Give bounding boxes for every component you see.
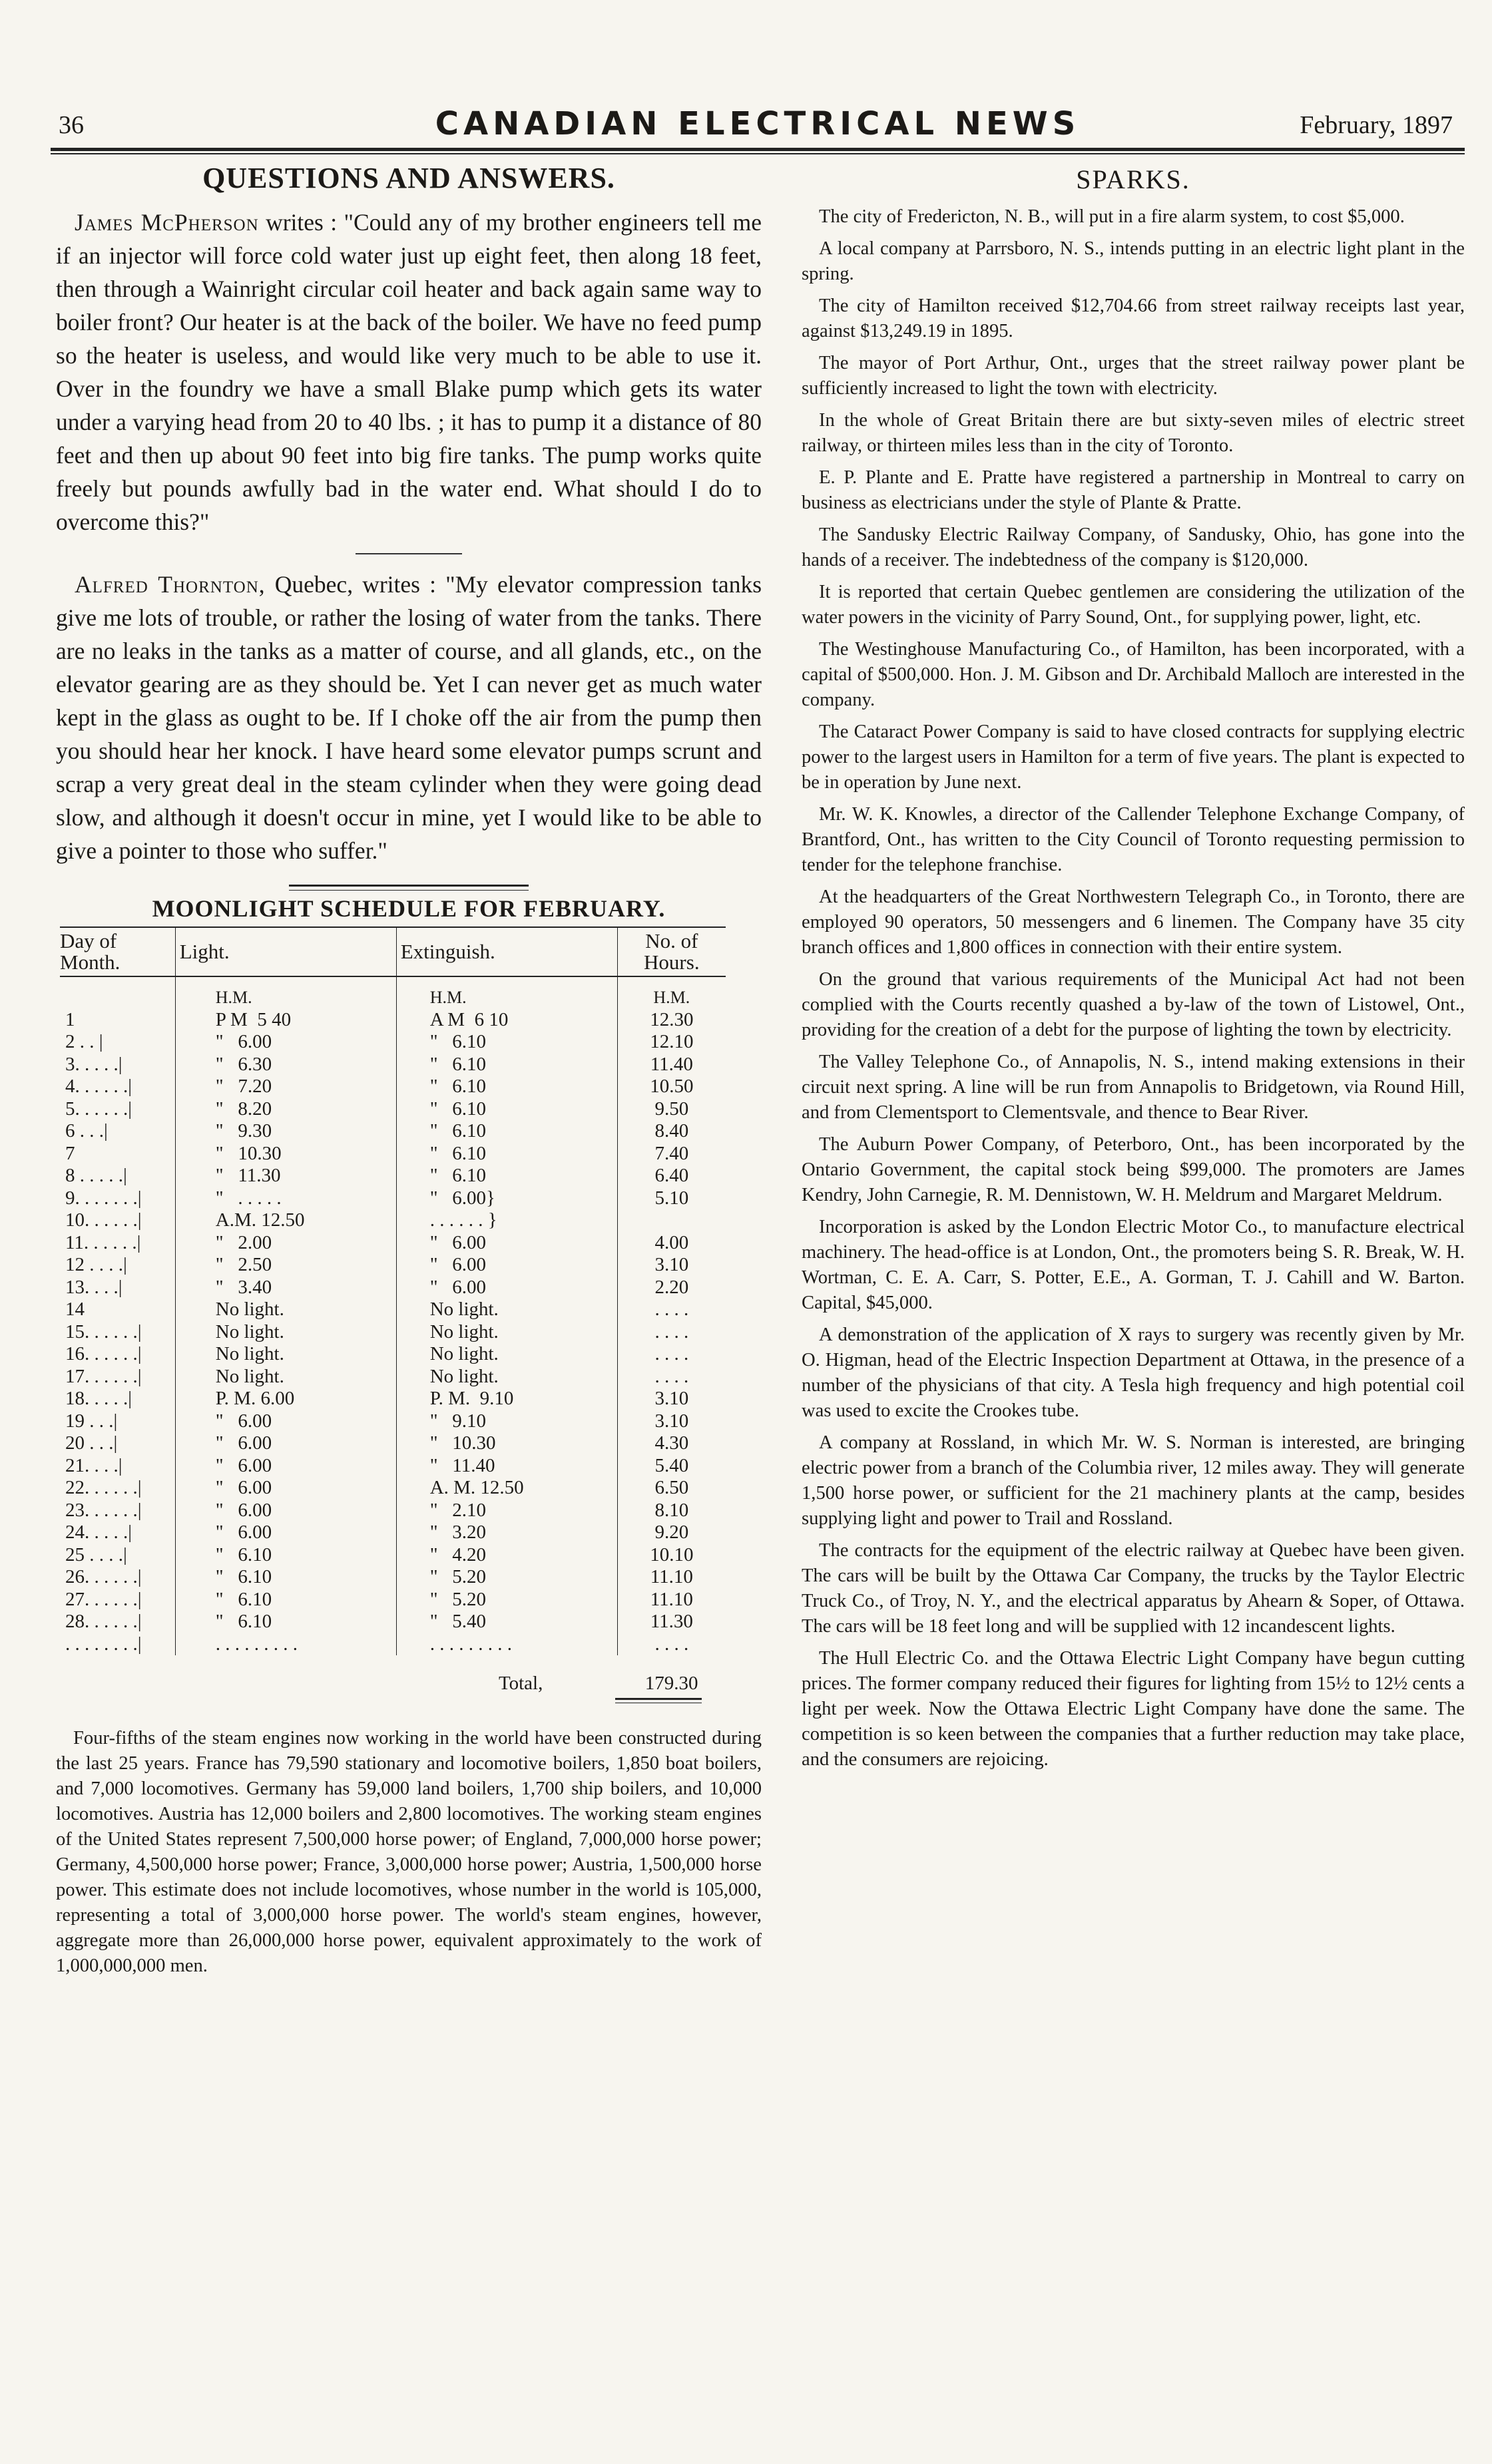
cell-day: 5. . . . . .|	[60, 1098, 175, 1121]
cell-day: 27. . . . . .|	[60, 1589, 175, 1611]
cell-light: " 6.10	[175, 1611, 396, 1633]
table-row	[60, 1343, 726, 1366]
total-hours: 179.30	[644, 1673, 698, 1694]
table-row	[60, 1054, 726, 1076]
cell-light: " 6.00	[175, 1031, 396, 1054]
spark-item: Mr. W. K. Knowles, a director of the Callender Telephone Exchange Company, of Brantford, Ont., has written to the City Council of Toronto requesting permission to tender for the telephone franchise.	[802, 804, 1465, 875]
cell-hours: 6.50	[654, 1477, 689, 1498]
table-row	[60, 1522, 726, 1544]
spark-item: Incorporation is asked by the London Electric Motor Co., to manufacture electrical machinery. The head-office is at London, Ont., the promoters being S. R. Break, W. H. Wortman, C. E. A. Carr, S. Potter, E.E., A. Gorman, T. J. Cahill and W. Barton. Capital, $45,000.	[802, 1217, 1465, 1313]
cell-light: " 8.20	[175, 1098, 396, 1121]
cell-light: " 6.10	[175, 1566, 396, 1589]
table-row	[60, 1432, 726, 1455]
cell-day: 10. . . . . .|	[60, 1209, 175, 1232]
cell-extinguish: " 6.10	[396, 1076, 617, 1098]
issue-date: February, 1897	[1300, 111, 1453, 139]
cell-extinguish: P. M. 9.10	[396, 1388, 617, 1410]
table-row	[60, 1209, 726, 1232]
cell-extinguish: " 4.20	[396, 1544, 617, 1567]
cell-day: 9. . . . . . .|	[60, 1187, 175, 1210]
table-row	[60, 1098, 726, 1121]
cell-light: " 2.00	[175, 1232, 396, 1255]
cell-light: No light.	[175, 1321, 396, 1344]
cell-extinguish: " 5.40	[396, 1611, 617, 1633]
cell-day: 4. . . . . .|	[60, 1076, 175, 1098]
questions-title: QUESTIONS AND ANSWERS.	[202, 162, 615, 194]
cell-day: 18. . . . .|	[60, 1388, 175, 1410]
cell-extinguish: " 6.10	[396, 1031, 617, 1054]
cell-hours: 4.30	[654, 1432, 689, 1454]
cell-extinguish: No light.	[396, 1343, 617, 1366]
table-row	[60, 1566, 726, 1589]
cell-extinguish: A. M. 12.50	[396, 1477, 617, 1500]
spark-item: The city of Fredericton, N. B., will put in a fire alarm system, to cost $5,000.	[819, 206, 1405, 227]
spark-item: It is reported that certain Quebec gentlemen are considering the utilization of the water powers in the vicinity of Parry Sound, Ont., for supplying power, light, etc.	[802, 582, 1465, 628]
question-1-text: writes : "Could any of my brother engineers tell me if an injector will force cold water just up eight feet, then along 18 feet, then through a Wainright circular coil heater and back again same way to boiler front? Our heater is at the back of the boiler. We have no feed pump so the heater is useless, and would like very much to be able to use it. Over in the foundry we have a small Blake pump which gets its water under a varying head from 20 to 40 lbs. ; it has to pump it a distance of 80 feet and then up about 90 feet into big fire tanks. The pump works quite freely but pounds awfully bad in the water end. What should I do to overcome this?"	[56, 209, 762, 535]
cell-day: 3. . . . .|	[60, 1054, 175, 1076]
table-row	[60, 1254, 726, 1277]
cell-hours: 4.00	[654, 1231, 689, 1253]
cell-hours: 3.10	[654, 1410, 689, 1432]
cell-day: 1	[60, 1009, 175, 1032]
cell-day: 14	[60, 1299, 175, 1321]
cell-hours: 5.10	[654, 1187, 689, 1209]
table-row	[60, 1165, 726, 1187]
cell-hours: . . . .	[654, 1633, 689, 1655]
cell-day: 12 . . . .|	[60, 1254, 175, 1277]
cell-extinguish: " 6.00}	[396, 1187, 617, 1210]
spark-item: The Valley Telephone Co., of Annapolis, N. S., intend making extensions in their circuit next spring. A line will be run from Annapolis to Bridgetown, via Round Hill, and from Clementsport to Clementsvale, and thence to Bear River.	[802, 1052, 1465, 1123]
table-row	[60, 1187, 726, 1210]
cell-extinguish: A M 6 10	[396, 1009, 617, 1032]
cell-light: " 6.00	[175, 1477, 396, 1500]
cell-light: " 3.40	[175, 1277, 396, 1299]
spark-item: A local company at Parrsboro, N. S., intends putting in an electric light plant in the spring.	[802, 238, 1465, 284]
cell-light: " 6.00	[175, 1522, 396, 1544]
cell-day: 26. . . . . .|	[60, 1566, 175, 1589]
cell-hours: 10.10	[650, 1543, 694, 1565]
table-row	[60, 1120, 726, 1143]
right-column	[802, 161, 1465, 1779]
question-2	[56, 568, 762, 867]
cell-light: P. M. 6.00	[175, 1388, 396, 1410]
spark-item: A company at Rossland, in which Mr. W. S. Norman is interested, are bringing electric power from a branch of the Columbia river, 12 miles away. They will generate 1,500 horse power, or sufficient for the 21 machinery plants at the camp, besides supplying light and power to Trail and Rossland.	[802, 1432, 1465, 1529]
cell-day: 21. . . .|	[60, 1455, 175, 1478]
units-extinguish: H.M.	[396, 976, 617, 1009]
table-row	[60, 1500, 726, 1522]
cell-light: " 6.00	[175, 1410, 396, 1433]
cell-hours: . . . .	[654, 1299, 689, 1320]
header-day-of-month: Day of Month.	[60, 927, 175, 976]
spark-item: The Hull Electric Co. and the Ottawa Electric Light Company have begun cutting prices. The former company reduced their figures for lighting from 15½ to 12½ cents a light per week. Now the Ottawa Electric Light Company have done the same. The competition is so keen between the companies that a further reduction may take place, and the consumers are rejoicing.	[802, 1648, 1465, 1770]
cell-light: " 10.30	[175, 1143, 396, 1165]
moonlight-schedule-table	[60, 926, 726, 1695]
table-row	[60, 1009, 726, 1032]
table-row	[60, 1143, 726, 1165]
cell-day: 25 . . . .|	[60, 1544, 175, 1567]
spark-item: A demonstration of the application of X rays to surgery was recently given by Mr. O. Higman, head of the Electric Inspection Department at Ottawa, in the presence of a number of the physicians of that city. A Tesla high frequency and high potential coil was used to excite the Crookes tube.	[802, 1325, 1465, 1421]
cell-extinguish: " 6.10	[396, 1098, 617, 1121]
cell-hours: 11.10	[650, 1588, 693, 1610]
cell-light: " 6.00	[175, 1500, 396, 1522]
total-rule	[615, 1698, 702, 1703]
cell-day: 2 . . |	[60, 1031, 175, 1054]
cell-hours: . . . .	[654, 1343, 689, 1364]
total-row	[60, 1655, 726, 1695]
cell-extinguish: " 3.20	[396, 1522, 617, 1544]
cell-extinguish: " 5.20	[396, 1566, 617, 1589]
table-row	[60, 1277, 726, 1299]
cell-hours	[617, 1209, 726, 1232]
cell-hours: 11.30	[650, 1611, 693, 1632]
cell-extinguish: No light.	[396, 1299, 617, 1321]
cell-light: No light.	[175, 1343, 396, 1366]
cell-extinguish: " 6.00	[396, 1277, 617, 1299]
table-row	[60, 1299, 726, 1321]
cell-extinguish: " 2.10	[396, 1500, 617, 1522]
cell-hours: 11.40	[650, 1053, 693, 1075]
cell-day: 20 . . .|	[60, 1432, 175, 1455]
cell-light: " 6.00	[175, 1455, 396, 1478]
masthead-title: CANADIAN ELECTRICAL NEWS	[435, 105, 1081, 142]
cell-hours: 9.50	[654, 1098, 689, 1120]
spark-item: The city of Hamilton received $12,704.66 from street railway receipts last year, against $13,249.19 in 1895.	[802, 296, 1465, 341]
moonlight-schedule-title: MOONLIGHT SCHEDULE FOR FEBRUARY.	[152, 895, 666, 922]
cell-hours: 12.10	[650, 1031, 694, 1052]
cell-light: No light.	[175, 1366, 396, 1388]
spark-item: E. P. Plante and E. Pratte have registered a partnership in Montreal to carry on business as electricians under the style of Plante & Pratte.	[802, 467, 1465, 513]
cell-extinguish: No light.	[396, 1366, 617, 1388]
cell-day: 7	[60, 1143, 175, 1165]
cell-light: " . . . . .	[175, 1187, 396, 1210]
units-hours: H.M.	[653, 988, 690, 1007]
cell-day: 24. . . . .|	[60, 1522, 175, 1544]
header-rule	[51, 148, 1465, 151]
units-day	[60, 976, 175, 1009]
spark-item: The Auburn Power Company, of Peterboro, Ont., has been incorporated by the Ontario Government, the capital stock being $99,000. The promoters are James Kendry, John Carnegie, R. M. Dennistown, W. H. Meldrum and Margaret Meldrum.	[802, 1134, 1465, 1205]
cell-extinguish: . . . . . . . . .	[396, 1633, 617, 1656]
cell-hours: 2.20	[654, 1276, 689, 1298]
cell-light: " 6.30	[175, 1054, 396, 1076]
cell-hours: 3.10	[654, 1254, 689, 1275]
header-rule-thin	[51, 153, 1465, 154]
cell-day: 22. . . . . .|	[60, 1477, 175, 1500]
sparks-title: SPARKS.	[1076, 164, 1190, 194]
header-extinguish: Extinguish.	[396, 927, 617, 976]
table-row	[60, 1410, 726, 1433]
question-1-author: James McPherson	[75, 209, 259, 236]
cell-day: 16. . . . . .|	[60, 1343, 175, 1366]
page-header	[51, 105, 1465, 145]
cell-day: . . . . . . . .|	[60, 1633, 175, 1656]
cell-extinguish: " 6.10	[396, 1143, 617, 1165]
cell-extinguish: " 6.10	[396, 1054, 617, 1076]
cell-extinguish: " 6.00	[396, 1254, 617, 1277]
cell-day: 19 . . .|	[60, 1410, 175, 1433]
spark-item: The contracts for the equipment of the electric railway at Quebec have been given. The cars will be built by the Ottawa Car Company, the trucks by the Taylor Electric Truck Co., of Troy, N. Y., and the electrical apparatus by Ahearn & Soper, of Ottawa. The cars will be 18 feet long and will be supplied with 12 incandescent lights.	[802, 1540, 1465, 1637]
cell-light: A.M. 12.50	[175, 1209, 396, 1232]
table-header-row	[60, 927, 726, 976]
sparks-list	[802, 204, 1465, 1772]
cell-light: " 6.10	[175, 1544, 396, 1567]
cell-day: 17. . . . . .|	[60, 1366, 175, 1388]
header-hours: No. of Hours.	[617, 927, 726, 976]
cell-light: . . . . . . . . .	[175, 1633, 396, 1656]
cell-light: " 6.00	[175, 1432, 396, 1455]
cell-day: 23. . . . . .|	[60, 1500, 175, 1522]
cell-extinguish: " 6.10	[396, 1120, 617, 1143]
table-row	[60, 1633, 726, 1656]
cell-hours: 11.10	[650, 1566, 693, 1587]
question-2-text: Quebec, writes : "My elevator compression tanks give me lots of trouble, or rather the losing of water from the tanks. There are no leaks in the tanks as a matter of course, and all glands, etc., on the elevator gearing are as they should be. Yet I can never get as much water kept in the glass as ought to be. If I choke off the air from the pump then you should hear her knock. I have heard some elevator pumps scrunt and scrap a very great deal in the steam cylinder when they were going dead slow, and although it doesn't occur in mine, yet I would like to be able to give a pointer to those who suffer."	[56, 571, 762, 864]
question-separator	[356, 553, 462, 554]
cell-extinguish: No light.	[396, 1321, 617, 1344]
units-light: H.M.	[175, 976, 396, 1009]
cell-light: " 2.50	[175, 1254, 396, 1277]
cell-hours: 5.40	[654, 1454, 689, 1476]
table-row	[60, 1589, 726, 1611]
question-2-author: Alfred Thornton,	[75, 571, 266, 598]
table-row	[60, 1455, 726, 1478]
cell-light: " 11.30	[175, 1165, 396, 1187]
cell-light: " 9.30	[175, 1120, 396, 1143]
cell-hours: 10.50	[650, 1076, 694, 1097]
schedule-top-rule	[289, 885, 529, 891]
table-row	[60, 1031, 726, 1054]
cell-hours: 9.20	[654, 1522, 689, 1543]
cell-hours: 7.40	[654, 1142, 689, 1164]
left-column	[56, 161, 762, 1979]
cell-hours: 6.40	[654, 1165, 689, 1186]
cell-extinguish: " 11.40	[396, 1455, 617, 1478]
cell-day: 15. . . . . .|	[60, 1321, 175, 1344]
units-row	[60, 976, 726, 1009]
cell-hours: . . . .	[654, 1321, 689, 1342]
steam-engines-paragraph: Four-fifths of the steam engines now working in the world have been constructed during the last 25 years. France has 79,590 stationary and locomotive boilers, 1,850 boat boilers, and 7,000 locomotives. Germany has 59,000 land boilers, 1,700 ship boilers, and 10,000 locomotives. Austria has 12,000 boilers and 2,800 locomotives. The working steam engines of the United States represent 7,500,000 horse power; of England, 7,000,000 horse power; Germany, 4,500,000 horse power; France, 3,000,000 horse power; Austria, 1,500,000 horse power. This estimate does not include locomotives, whose number in the world is 105,000, representing a total of 3,000,000 horse power. The world's steam engines, however, aggregate more than 26,000,000 horse power, equivalent approximately to the work of 1,000,000,000 men.	[56, 1727, 762, 1976]
spark-item: On the ground that various requirements of the Municipal Act had not been complied with the Courts recently quashed a by-law of the town of Listowel, Ont., providing for the creation of a debt for the purpose of lighting the town by electricity.	[802, 969, 1465, 1040]
table-row	[60, 1544, 726, 1567]
table-row	[60, 1366, 726, 1388]
cell-hours: 8.10	[654, 1499, 689, 1521]
spark-item: The Westinghouse Manufacturing Co., of Hamilton, has been incorporated, with a capital of $500,000. Hon. J. M. Gibson and Dr. Archibald Malloch are interested in the company.	[802, 639, 1465, 710]
cell-day: 13. . . .|	[60, 1277, 175, 1299]
cell-hours: 12.30	[650, 1008, 694, 1030]
cell-extinguish: " 10.30	[396, 1432, 617, 1455]
question-1	[56, 206, 762, 538]
cell-extinguish: " 6.00	[396, 1232, 617, 1255]
cell-hours: . . . .	[654, 1365, 689, 1387]
spark-item: At the headquarters of the Great Northwestern Telegraph Co., in Toronto, there are employed 90 operators, 50 messengers and 6 linemen. The Company have 35 city branch offices and 1,800 offices in connection with their entire system.	[802, 887, 1465, 958]
cell-extinguish: " 5.20	[396, 1589, 617, 1611]
cell-day: 8 . . . . .|	[60, 1165, 175, 1187]
page-number: 36	[59, 111, 84, 139]
table-row	[60, 1477, 726, 1500]
table-row	[60, 1076, 726, 1098]
spark-item: The Sandusky Electric Railway Company, of Sandusky, Ohio, has gone into the hands of a receiver. The indebtedness of the company is $120,000.	[802, 524, 1465, 570]
table-row	[60, 1388, 726, 1410]
header-light: Light.	[175, 927, 396, 976]
spark-item: In the whole of Great Britain there are but sixty-seven miles of electric street railway, or thirteen miles less than in the city of Toronto.	[802, 410, 1465, 456]
total-label: Total,	[498, 1673, 543, 1694]
cell-light: P M 5 40	[175, 1009, 396, 1032]
table-row	[60, 1232, 726, 1255]
cell-light: No light.	[175, 1299, 396, 1321]
cell-day: 6 . . .|	[60, 1120, 175, 1143]
table-row	[60, 1611, 726, 1633]
cell-hours: 3.10	[654, 1388, 689, 1409]
cell-extinguish: " 6.10	[396, 1165, 617, 1187]
spark-item: The mayor of Port Arthur, Ont., urges that the street railway power plant be sufficiently increased to light the town with electricity.	[802, 353, 1465, 399]
cell-day: 11. . . . . .|	[60, 1232, 175, 1255]
table-row	[60, 1321, 726, 1344]
cell-light: " 7.20	[175, 1076, 396, 1098]
cell-light: " 6.10	[175, 1589, 396, 1611]
spark-item: The Cataract Power Company is said to have closed contracts for supplying electric power to the largest users in Hamilton for a term of five years. The plant is expected to be in operation by June next.	[802, 721, 1465, 793]
cell-extinguish: " 9.10	[396, 1410, 617, 1433]
cell-day: 28. . . . . .|	[60, 1611, 175, 1633]
cell-hours: 8.40	[654, 1120, 689, 1141]
cell-extinguish: . . . . . . }	[396, 1209, 617, 1232]
